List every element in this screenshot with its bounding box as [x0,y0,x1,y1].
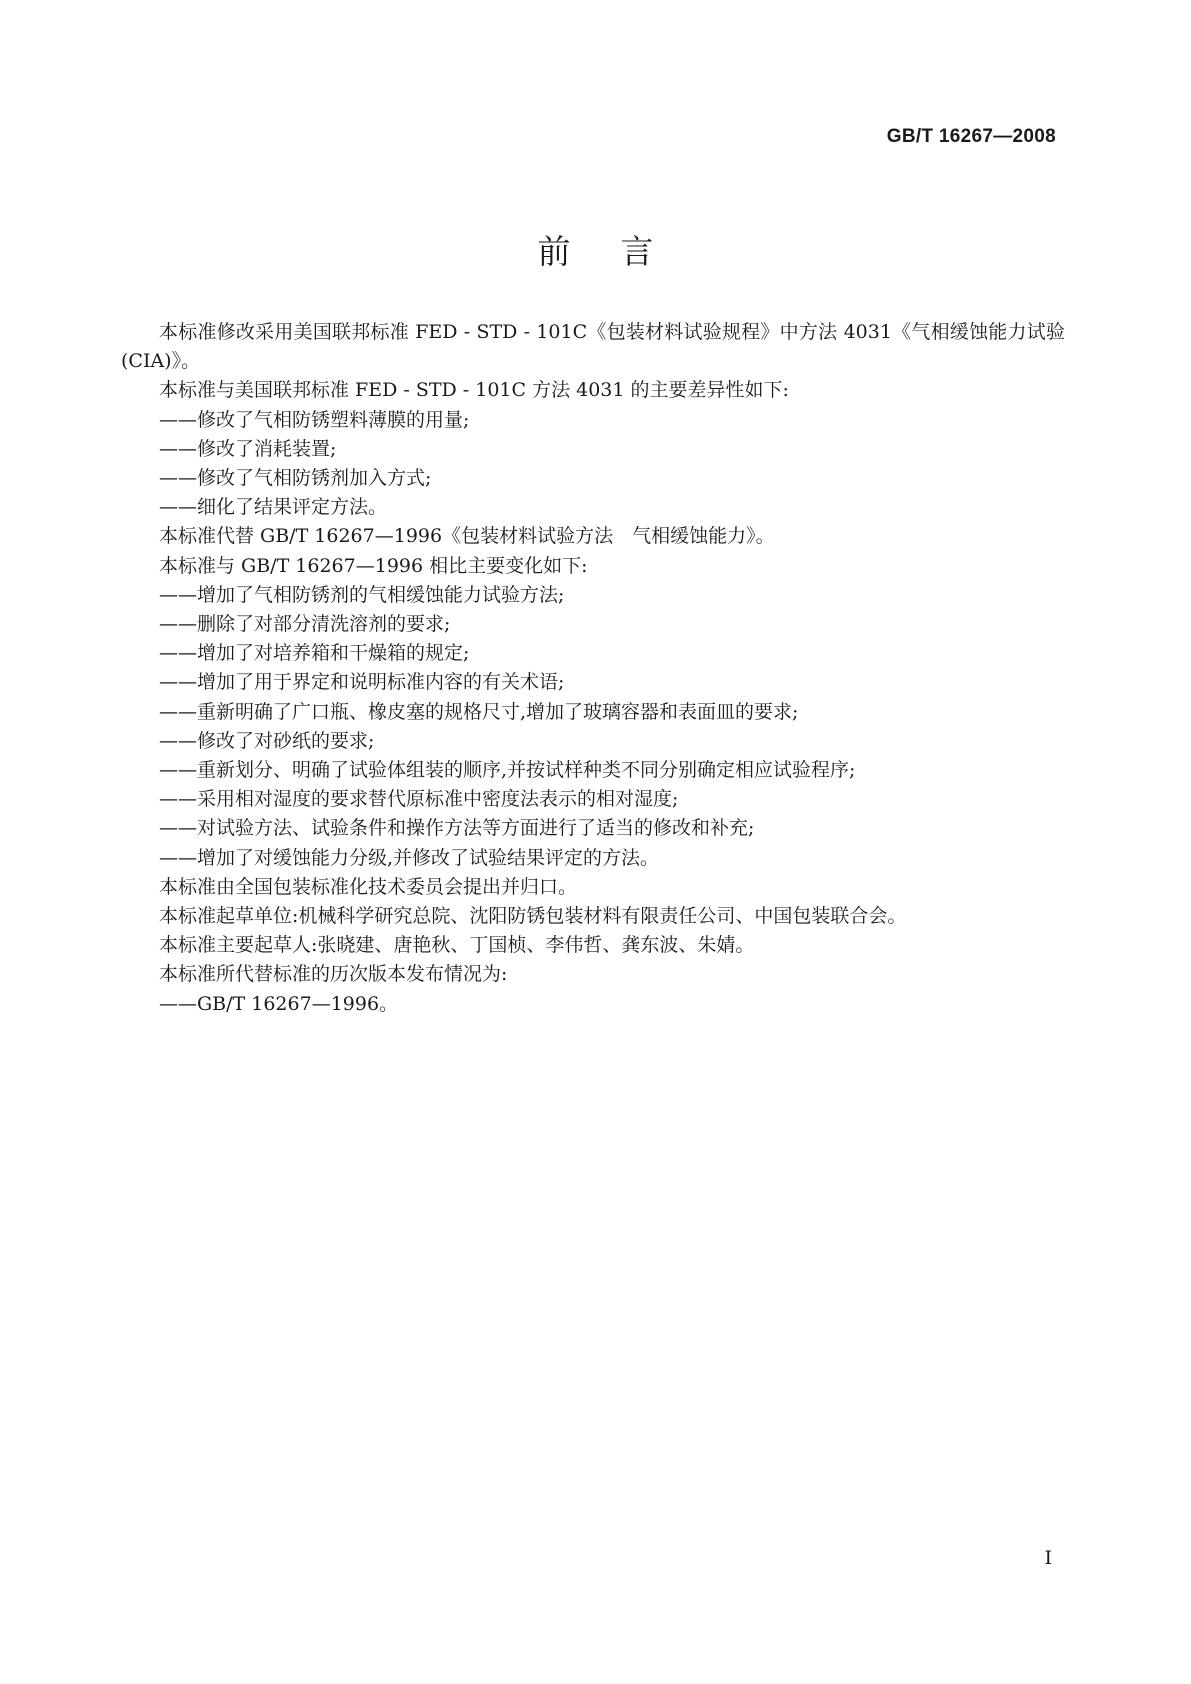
paragraph-history-intro: 本标准所代替标准的历次版本发布情况为: [159,963,508,986]
page-number: I [1044,1547,1052,1569]
foreword-body [121,318,1065,1019]
list-item: ——对试验方法、试验条件和操作方法等方面进行了适当的修改和补充; [159,817,755,840]
paragraph-differences-intro: 本标准与美国联邦标准 FED - STD - 101C 方法 4031 的主要差异性如下: [159,379,789,402]
foreword-title: 前言 [537,232,704,271]
list-item: ——修改了消耗装置; [159,437,337,460]
paragraph-proposer: 本标准由全国包装标准化技术委员会提出并归口。 [159,875,578,898]
paragraph-changes-intro: 本标准与 GB/T 16267—1996 相比主要变化如下: [159,554,588,577]
paragraph-drafters: 本标准主要起草人:张晓建、唐艳秋、丁国桢、李伟哲、龚东波、朱婧。 [159,934,755,957]
paragraph-adoption: 本标准修改采用美国联邦标准 FED - STD - 101C《包装材料试验规程》中方法 4031《气相缓蚀能力试验(CIA)》。 [121,321,1065,373]
list-item: ——增加了用于界定和说明标准内容的有关术语; [159,671,565,694]
list-item: ——删除了对部分清洗溶剂的要求; [159,613,451,636]
list-item: ——增加了对培养箱和干燥箱的规定; [159,642,470,665]
list-item: ——增加了对缓蚀能力分级,并修改了试验结果评定的方法。 [159,846,660,869]
paragraph-drafting-units: 本标准起草单位:机械科学研究总院、沈阳防锈包装材料有限责任公司、中国包装联合会。 [159,905,907,928]
list-item: ——修改了气相防锈塑料薄膜的用量; [159,408,470,431]
standard-code: GB/T 16267—2008 [886,126,1056,147]
paragraph-replaces: 本标准代替 GB/T 16267—1996《包装材料试验方法 气相缓蚀能力》。 [159,525,775,548]
list-item: ——细化了结果评定方法。 [159,496,388,519]
list-item: ——GB/T 16267—1996。 [159,992,399,1015]
list-item: ——重新明确了广口瓶、橡皮塞的规格尺寸,增加了玻璃容器和表面皿的要求; [159,700,799,723]
list-item: ——修改了气相防锈剂加入方式; [159,467,432,490]
list-item: ——增加了气相防锈剂的气相缓蚀能力试验方法; [159,583,565,606]
list-item: ——采用相对湿度的要求替代原标准中密度法表示的相对湿度; [159,788,679,811]
list-item: ——重新划分、明确了试验体组装的顺序,并按试样种类不同分别确定相应试验程序; [159,759,856,782]
list-item: ——修改了对砂纸的要求; [159,729,375,752]
